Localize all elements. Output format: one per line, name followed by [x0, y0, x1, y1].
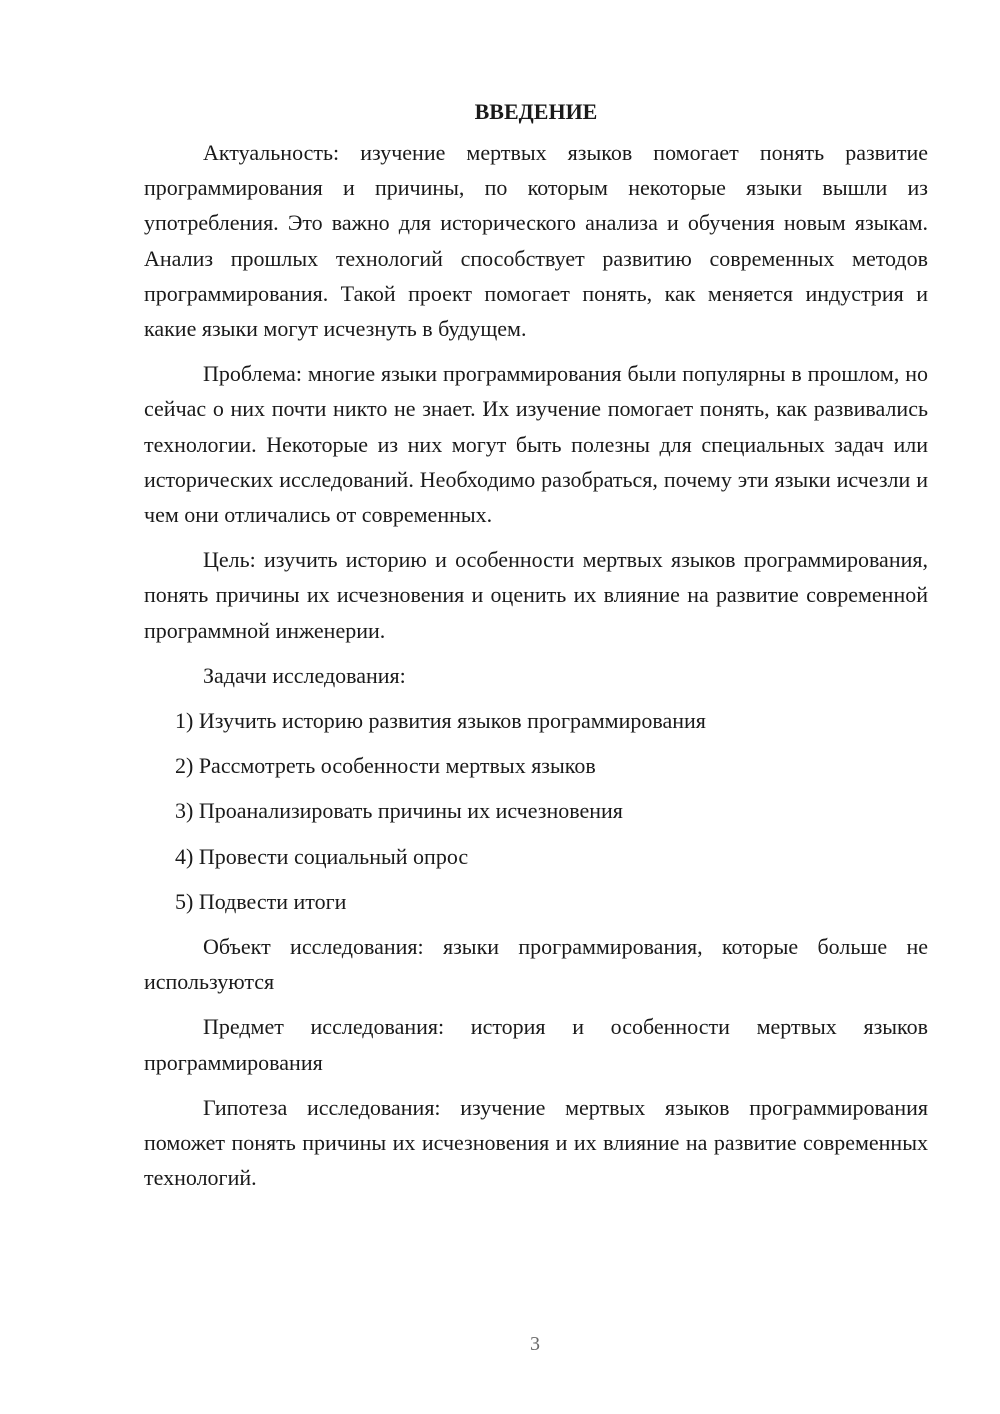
page-content: [144, 94, 928, 1205]
list-item: 2) Рассмотреть особенности мертвых языков: [175, 753, 596, 779]
object-paragraph: Объект исследования: языки программирования, которые больше не используются: [144, 934, 928, 995]
list-item: 3) Проанализировать причины их исчезновения: [175, 798, 623, 824]
goal-paragraph: Цель: изучить историю и особенности мертвых языков программирования, понять причины их исчезновения и оценить их влияние на развитие современной программной инженерии.: [144, 547, 928, 643]
list-item: 1) Изучить историю развития языков программирования: [175, 708, 706, 734]
hypothesis-paragraph: Гипотеза исследования: изучение мертвых языков программирования поможет понять причины их исчезновения и их влияние на развитие современных технологий.: [144, 1094, 928, 1191]
tasks-list: [144, 703, 928, 919]
list-item: 4) Провести социальный опрос: [175, 843, 469, 869]
subject-paragraph: Предмет исследования: история и особенности мертвых языков программирования: [144, 1014, 928, 1075]
list-item: 5) Подвести итоги: [175, 888, 347, 914]
problem-paragraph: Проблема: многие языки программирования были популярны в прошлом, но сейчас о них почти никто не знает. Их изучение помогает понять, как развивались технологии. Некоторые из них могут быть полезны для специальных задач или исторических исследований. Необходимо разобраться, почему эти языки исчезли и чем они отличались от современных.: [144, 361, 928, 528]
tasks-title: Задачи исследования:: [203, 662, 406, 688]
relevance-paragraph: Актуальность: изучение мертвых языков помогает понять развитие программирования и причины, по которым некоторые языки вышли из употребления. Это важно для исторического анализа и обучения новым языкам. Анализ прошлых технологий способствует развитию современных методов программирования. Такой проект помогает понять, как меняется индустрия и какие языки могут исчезнуть в будущем.: [144, 140, 928, 342]
page-number: 3: [530, 1333, 540, 1355]
section-heading: ВВЕДЕНИЕ: [474, 99, 598, 124]
